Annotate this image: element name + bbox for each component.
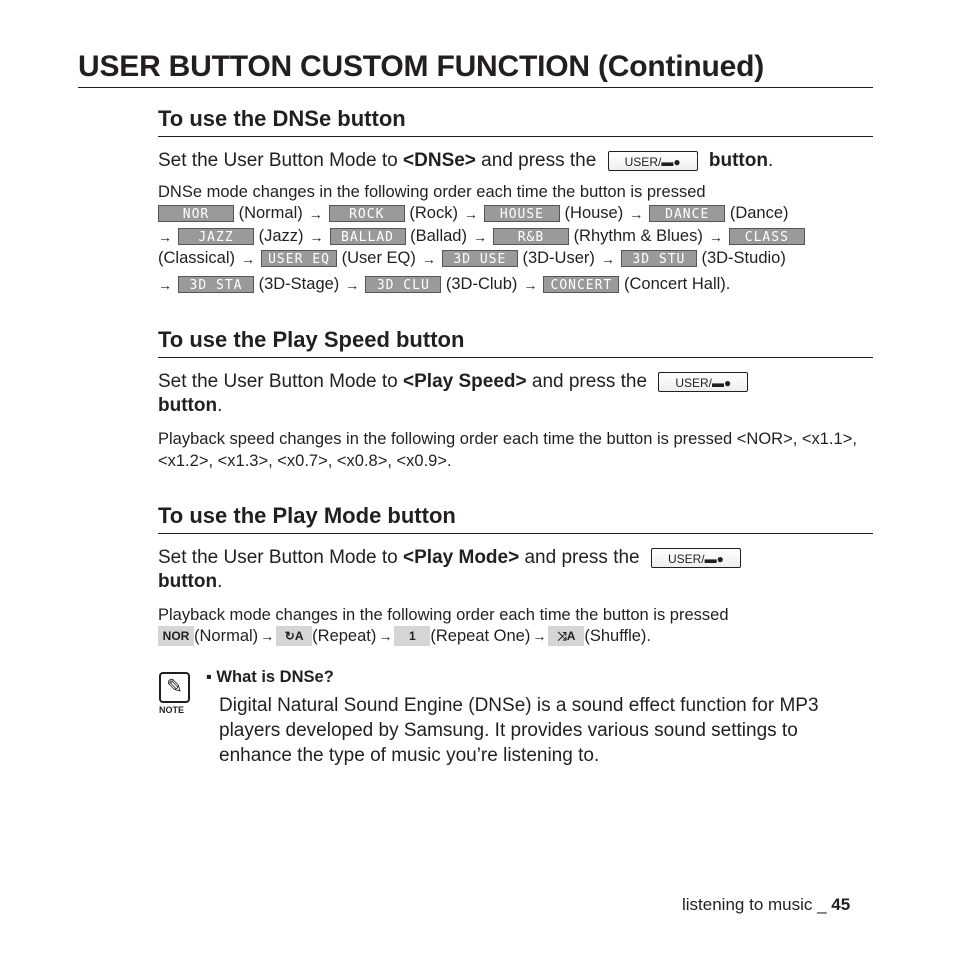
mode-label: (3D-Studio) [701, 249, 786, 267]
lead-mode: <Play Speed> [403, 371, 527, 392]
lcd-icon-house: HOUSE [484, 205, 560, 222]
lcd-icon-concert: CONCERT [543, 276, 619, 293]
lead-button-word: button [703, 150, 768, 171]
arrow-icon: → [309, 228, 324, 245]
mode-label: (Classical) [158, 249, 236, 267]
mode-label: (Shuffle). [584, 626, 651, 645]
dnse-sequence-line-2 [158, 227, 805, 246]
lead-text: and press the [526, 371, 653, 392]
mode-label: (Repeat One) [430, 626, 531, 645]
arrow-icon: → [523, 276, 538, 293]
mode-label: (3D-Stage) [258, 275, 340, 293]
arrow-icon: → [158, 276, 172, 293]
arrow-icon: → [158, 228, 172, 245]
mode-lead: Set the User Button Mode to <Play Mode> and press the USER/▬● button. [158, 546, 873, 594]
dnse-description: DNSe mode changes in the following order each time the button is pressed [158, 183, 706, 201]
note-label: NOTE [159, 705, 185, 715]
lcd-icon-3d-user: 3D USE [442, 250, 518, 267]
arrow-icon: → [472, 228, 487, 245]
dnse-sequence-line-4 [158, 275, 730, 294]
arrow-icon: → [345, 276, 360, 293]
lead-text: Set the User Button Mode to [158, 150, 404, 171]
lcd-icon-3d-stage: 3D STA [178, 276, 254, 293]
lead-button-word: button [158, 395, 218, 416]
dnse-sequence-line-1 [158, 204, 789, 223]
arrow-icon: → [421, 250, 436, 267]
mode-divider [158, 533, 873, 534]
arrow-icon: → [629, 205, 644, 222]
mode-label: (3D-Club) [445, 275, 518, 293]
dnse-lead: Set the User Button Mode to <DNSe> and press the USER/▬● button. [158, 150, 774, 171]
mode-label: (Normal) [238, 204, 303, 222]
arrow-icon: → [600, 250, 615, 267]
speed-description: Playback speed changes in the following order each time the button is pressed <NOR>, <x1.1>, <x1.2>, <x1.3>, <x0.7>, <x0.8>, <x0.9>. [158, 430, 857, 470]
lead-mode: <Play Mode> [403, 547, 520, 568]
arrow-icon: → [378, 628, 393, 644]
lcd-icon-nor: NOR [158, 205, 234, 222]
footer-text: listening to music _ [682, 895, 832, 914]
lead-text: Set the User Button Mode to [158, 371, 404, 392]
arrow-icon: → [241, 250, 256, 267]
lcd-icon-ballad: BALLAD [330, 228, 406, 245]
lead-text: and press the [519, 547, 645, 568]
note-title: ▪ What is DNSe? [206, 668, 334, 686]
page-footer [682, 895, 850, 915]
mode-label: (Ballad) [410, 227, 467, 245]
mode-label: (Concert Hall). [624, 275, 731, 293]
dnse-divider [158, 136, 873, 137]
normal-mode-icon: NOR [158, 626, 194, 646]
lead-mode: <DNSe> [403, 150, 476, 171]
page-title: USER BUTTON CUSTOM FUNCTION (Continued) [78, 50, 765, 83]
note-text: Digital Natural Sound Engine (DNSe) is a sound effect function for MP3 players developed by Samsung. It provides various sound settings to enhance the type of music you’re listening to. [219, 695, 819, 766]
repeat-one-icon: 1 [394, 626, 430, 646]
dnse-heading: To use the DNSe button [158, 106, 406, 131]
arrow-icon: → [308, 205, 323, 222]
speed-lead: Set the User Button Mode to <Play Speed> and press the USER/▬● button. [158, 370, 873, 418]
arrow-icon: → [532, 628, 547, 644]
dnse-sequence-line-3 [158, 249, 786, 268]
speed-divider [158, 357, 873, 358]
note-pencil-icon: ✎ [159, 672, 190, 703]
lcd-icon-user-eq: USER EQ [261, 250, 337, 267]
lcd-icon-rock: ROCK [329, 205, 405, 222]
page-number: 45 [831, 895, 851, 914]
mode-label: (Dance) [729, 204, 789, 222]
repeat-icon: ↻A [276, 626, 312, 646]
lcd-icon-class: CLASS [729, 228, 805, 245]
mode-label: (3D-User) [522, 249, 595, 267]
lcd-icon-3d-club: 3D CLU [365, 276, 441, 293]
user-button-icon: USER/▬● [658, 372, 748, 392]
speed-heading: To use the Play Speed button [158, 327, 465, 352]
mode-heading: To use the Play Mode button [158, 503, 456, 528]
title-divider [78, 87, 873, 88]
mode-label: (Repeat) [312, 626, 377, 645]
lcd-icon-dance: DANCE [649, 205, 725, 222]
lead-button-word: button [158, 571, 218, 592]
lead-text: and press the [475, 150, 602, 171]
lead-text: Set the User Button Mode to [158, 547, 404, 568]
lcd-icon-jazz: JAZZ [178, 228, 254, 245]
user-button-icon: USER/▬● [608, 151, 698, 171]
mode-description: Playback mode changes in the following order each time the button is pressed [158, 606, 729, 624]
lcd-icon-rnb: R&B [493, 228, 569, 245]
mode-label: (Normal) [194, 626, 259, 645]
mode-sequence-line [158, 626, 651, 646]
mode-label: (House) [564, 204, 624, 222]
shuffle-icon: ⤨A [548, 626, 584, 646]
user-button-icon: USER/▬● [651, 548, 741, 568]
arrow-icon: → [708, 228, 723, 245]
arrow-icon: → [463, 205, 478, 222]
mode-label: (Rhythm & Blues) [573, 227, 703, 245]
mode-label: (User EQ) [341, 249, 416, 267]
mode-label: (Rock) [409, 204, 458, 222]
arrow-icon: → [260, 628, 275, 644]
lcd-icon-3d-studio: 3D STU [621, 250, 697, 267]
mode-label: (Jazz) [258, 227, 304, 245]
